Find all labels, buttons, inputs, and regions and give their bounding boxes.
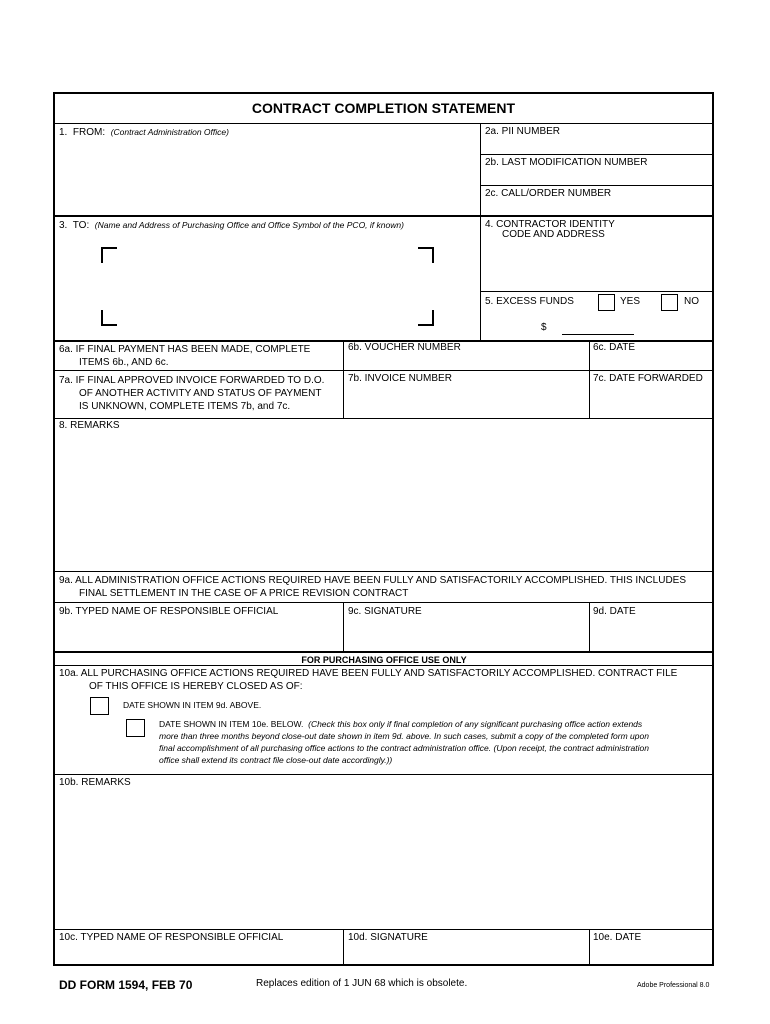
item10c-label: 10c. TYPED NAME OF RESPONSIBLE OFFICIAL [59,932,284,943]
option-9d-label: DATE SHOWN IN ITEM 9d. ABOVE. [123,700,262,710]
call-order-field[interactable] [483,200,711,214]
form-number: DD FORM 1594, FEB 70 [59,978,193,992]
rule-9b [54,651,714,653]
item2c-label: 2c. CALL/ORDER NUMBER [485,188,612,199]
item4-label-line2: CODE AND ADDRESS [502,229,605,240]
option-10e-line4: office shall extend its contract file close-out date accordingly.)) [159,755,393,765]
purchasing-date-field[interactable] [591,945,711,964]
rule-1 [54,215,714,217]
invoice-number-field[interactable] [346,387,586,416]
closeout-9d-checkbox[interactable] [90,697,109,715]
from-field[interactable] [56,140,476,212]
item10b-label: 10b. REMARKS [59,777,131,788]
divider-right-top [480,123,481,340]
rule-8 [54,571,714,572]
item9c-label: 9c. SIGNATURE [348,606,422,617]
remarks-field[interactable] [56,434,711,569]
item7a-line3: IS UNKNOWN, COMPLETE ITEMS 7b, and 7c. [79,401,291,412]
divider-6-7-left [343,340,344,418]
item10a-line2: OF THIS OFFICE IS HEREBY CLOSED AS OF: [89,681,303,692]
last-modification-field[interactable] [483,169,711,184]
item6a-line1: 6a. IF FINAL PAYMENT HAS BEEN MADE, COMPLETE [59,344,311,355]
item9a-line2: FINAL SETTLEMENT IN THE CASE OF A PRICE REVISION CONTRACT [79,588,409,599]
item6b-label: 6b. VOUCHER NUMBER [348,342,461,353]
item2b-label: 2b. LAST MODIFICATION NUMBER [485,157,648,168]
excess-funds-amount-field[interactable] [562,321,634,335]
item6a-line2: ITEMS 6b., AND 6c. [79,357,169,368]
admin-date-field[interactable] [591,620,711,650]
replaces-note: Replaces edition of 1 JUN 68 which is obsolete. [256,978,468,989]
rule-7 [54,418,714,419]
divider-9-right [589,602,590,651]
item10e-label: 10e. DATE [593,932,642,943]
item4-label-line1: 4. CONTRACTOR IDENTITY [485,219,615,230]
item9d-label: 9d. DATE [593,606,636,617]
excess-funds-yes-checkbox[interactable] [598,294,615,311]
option-10e-line3: final accomplishment of all purchasing office actions to the contract administration office. (Upon receipt, the contract administration [159,743,649,753]
item8-label: 8. REMARKS [59,420,120,431]
item1-label: 1. FROM: (Contract Administration Office) [59,127,229,138]
voucher-number-field[interactable] [346,355,586,369]
item2a-label: 2a. PII NUMBER [485,126,561,137]
item7a-line2: OF ANOTHER ACTIVITY AND STATUS OF PAYMENT [79,388,322,399]
excess-funds-label: 5. EXCESS FUNDS [485,296,574,307]
purchasing-remarks-field[interactable] [56,791,711,927]
item7a-line1: 7a. IF FINAL APPROVED INVOICE FORWARDED TO D.O. [59,375,325,386]
admin-signature-field[interactable] [346,620,586,650]
rule-title [54,123,714,124]
to-address-field[interactable] [104,250,434,322]
excess-funds-no-checkbox[interactable] [661,294,678,311]
yes-label: YES [620,296,641,307]
option-10e-line2: more than three months beyond close-out date shown in item 9d. above. In such cases, submit a copy of the completed form upon [159,731,649,741]
purchasing-signature-field[interactable] [346,945,586,964]
item7c-label: 7c. DATE FORWARDED [593,373,703,384]
purchasing-official-name-field[interactable] [56,945,341,964]
rule-4 [481,291,714,292]
form-title: CONTRACT COMPLETION STATEMENT [251,100,516,116]
rule-2a [481,154,714,155]
software-note: Adobe Professional 8.0 [637,982,710,989]
item10a-line1: 10a. ALL PURCHASING OFFICE ACTIONS REQUIRED HAVE BEEN FULLY AND SATISFACTORILY ACCOMPLISHED. CONTRACT FILE [59,668,678,679]
divider-10-left [343,929,344,966]
rule-6 [54,370,714,371]
option-10e-line1: DATE SHOWN IN ITEM 10e. BELOW. (Check this box only if final completion of any significant purchasing office action extends [159,719,643,729]
dollar-sign: $ [541,322,547,333]
divider-10-right [589,929,590,966]
item6c-label: 6c. DATE [593,342,636,353]
rule-2b [481,185,714,186]
purchasing-office-header: FOR PURCHASING OFFICE USE ONLY [301,655,467,665]
closeout-10e-checkbox[interactable] [126,719,145,737]
contractor-identity-field[interactable] [483,243,711,289]
voucher-date-field[interactable] [591,355,711,369]
divider-9-left [343,602,344,651]
admin-official-name-field[interactable] [56,620,341,650]
item9a-line1: 9a. ALL ADMINISTRATION OFFICE ACTIONS REQUIRED HAVE BEEN FULLY AND SATISFACTORILY ACCOMPLISHED. THIS INCLUDES [59,575,687,586]
item3-label: 3. TO: (Name and Address of Purchasing Office and Office Symbol of the PCO, if known) [59,220,404,231]
no-label: NO [684,296,699,307]
item10d-label: 10d. SIGNATURE [348,932,428,943]
item9b-label: 9b. TYPED NAME OF RESPONSIBLE OFFICIAL [59,606,279,617]
date-forwarded-field[interactable] [591,387,711,416]
item7b-label: 7b. INVOICE NUMBER [348,373,452,384]
rule-10b [54,929,714,930]
pii-number-field[interactable] [483,138,711,153]
rule-9a [54,602,714,603]
divider-6-7-right [589,340,590,418]
rule-10a [54,774,714,775]
